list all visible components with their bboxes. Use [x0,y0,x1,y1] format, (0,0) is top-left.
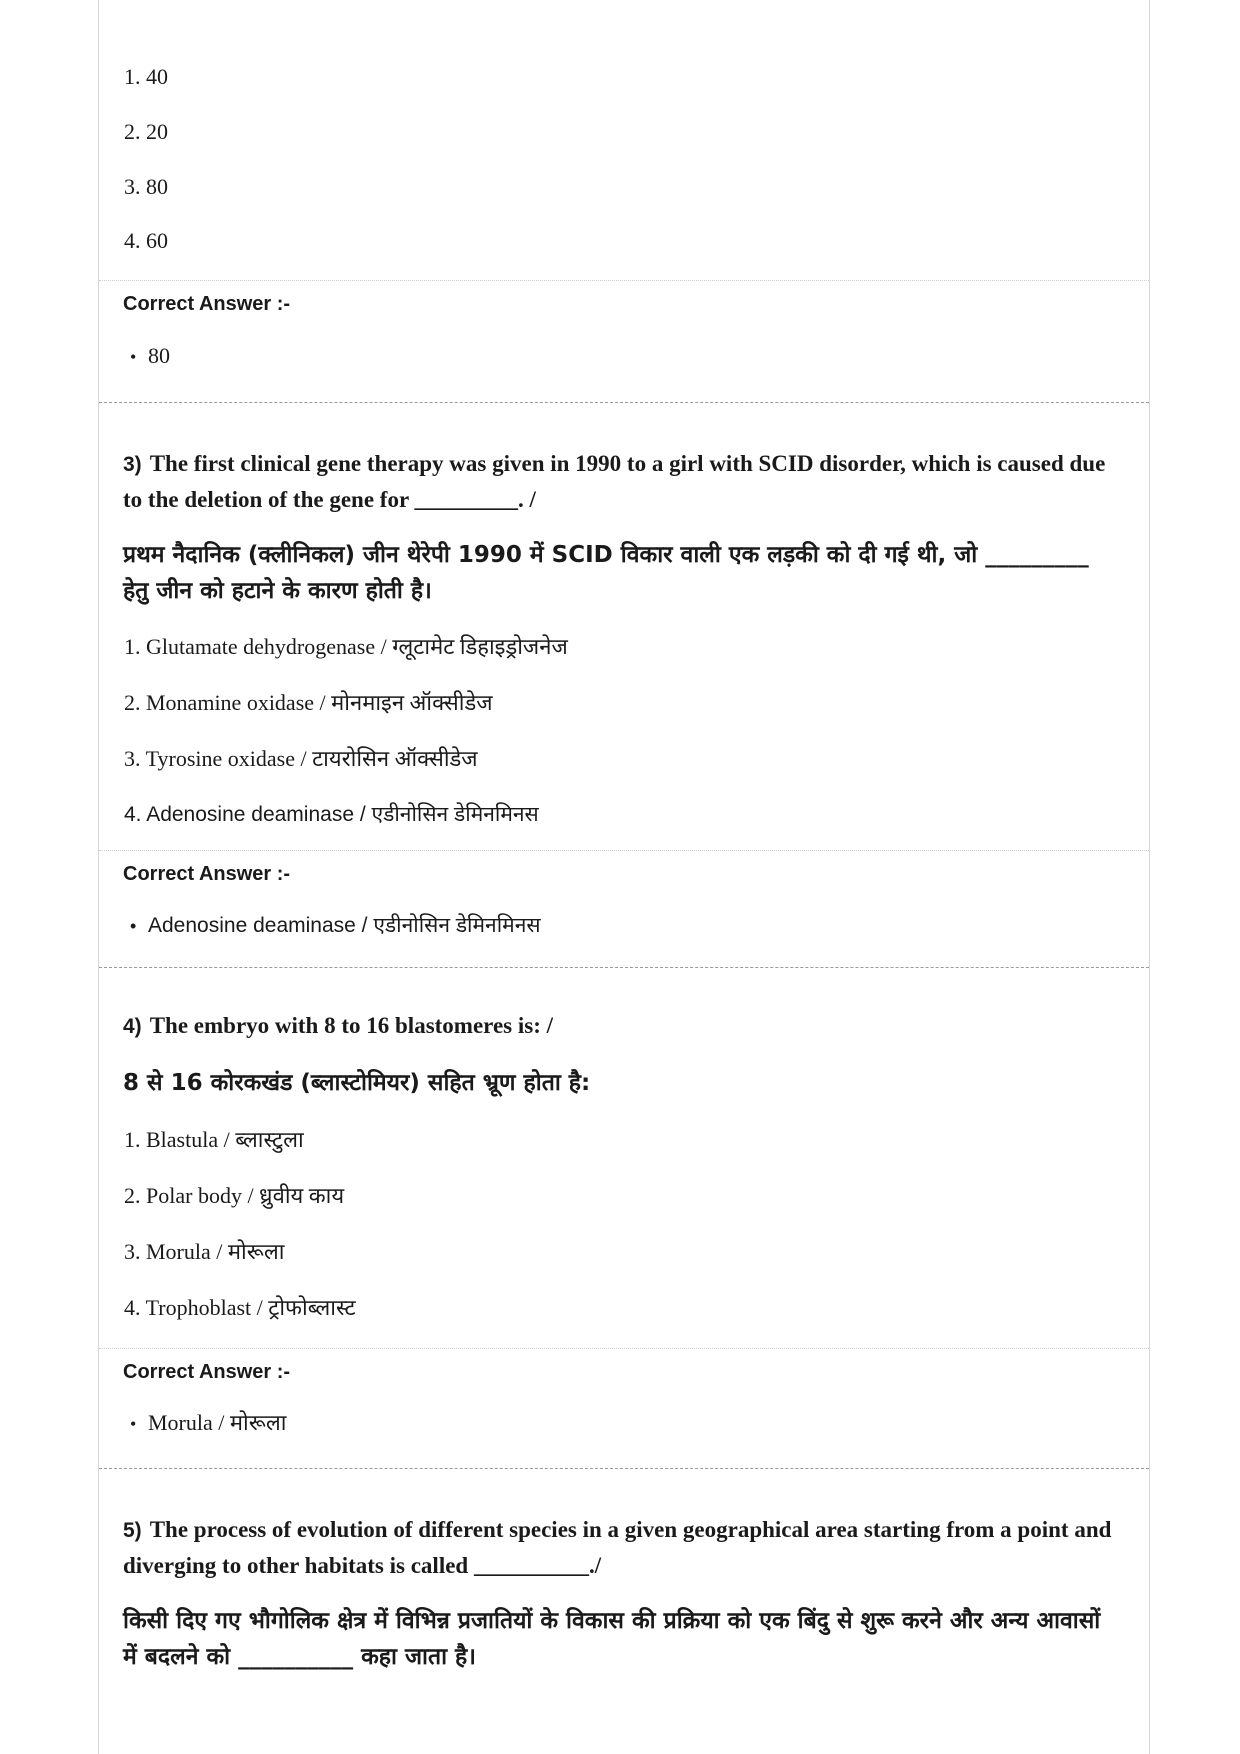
q5-question-hi: किसी दिए गए भौगोलिक क्षेत्र में विभिन्न प्रजातियों के विकास की प्रक्रिया को एक बिंदु से शुरू करने और अन्य आवासों में बदलने को __________ कहा जाता है। [123,1608,1101,1670]
divider [99,1348,1149,1349]
q2-option-1: 1. 40 [124,64,168,89]
q4-correct-answer [130,1408,286,1439]
q2-option-4: 4. 60 [124,228,168,253]
bullet-icon: • [130,347,137,367]
q3-correct-label: Correct Answer :- [123,863,291,885]
divider [99,850,1149,851]
q4-option-3: 3. Morula / मोरूला [124,1239,285,1264]
q4-question-en [123,1008,1113,1044]
q4-option-4: 4. Trophoblast / ट्रोफोब्लास्ट [124,1295,356,1320]
q2-option-2: 2. 20 [124,119,168,144]
q3-question-en [123,446,1113,517]
bullet-icon: • [130,916,137,936]
q3-correct-answer [130,911,541,941]
question-divider [99,1468,1149,1469]
question-divider [99,402,1149,403]
q2-correct-answer [130,341,170,372]
q3-option-3: 3. Tyrosine oxidase / टायरोसिन ऑक्सीडेज [124,746,478,771]
q4-option-1: 1. Blastula / ब्लास्टुला [124,1127,304,1152]
q3-option-4: 4. Adenosine deaminase / एडीनोसिन डेमिनमिनस [124,803,539,826]
q4-option-2: 2. Polar body / ध्रुवीय काय [124,1183,345,1208]
q3-question-en-text: The first clinical gene therapy was given in 1990 to a girl with SCID disorder, which is caused due to the deletion of the gene for _________. / [123,451,1106,512]
q2-option-3: 3. 80 [124,174,168,199]
q3-option-1: 1. Glutamate dehydrogenase / ग्लूटामेट डिहाइड्रोजनेज [124,634,568,659]
q2-correct-label: Correct Answer :- [123,293,291,315]
q3-number: 3) [123,453,142,476]
q3-correct-answer-text: Adenosine deaminase / एडीनोसिन डेमिनमिनस [148,914,541,937]
q2-correct-answer-text: 80 [148,343,170,368]
q3-question-hi: प्रथम नैदानिक (क्लीनिकल) जीन थेरेपी 1990 में SCID विकार वाली एक लड़की को दी गई थी, जो _________ हेतु जीन को हटाने के कारण होती है। [123,542,1089,604]
divider [99,280,1149,281]
q4-question-hi: 8 से 16 कोरकखंड (ब्लास्टोमियर) सहित भ्रूण होता है: [123,1070,591,1096]
q4-question-en-text: The embryo with 8 to 16 blastomeres is: / [149,1013,554,1038]
q5-question-en [123,1512,1113,1583]
q3-option-2: 2. Monamine oxidase / मोनमाइन ऑक्सीडेज [124,690,493,715]
q5-question-en-text: The process of evolution of different species in a given geographical area starting from a point and diverging to other habitats is called __________./ [123,1517,1112,1578]
q5-number: 5) [123,1519,142,1542]
bullet-icon: • [130,1414,137,1434]
q4-number: 4) [123,1015,142,1038]
q4-correct-label: Correct Answer :- [123,1361,291,1383]
question-divider [99,967,1149,968]
q4-correct-answer-text: Morula / मोरूला [148,1410,287,1435]
